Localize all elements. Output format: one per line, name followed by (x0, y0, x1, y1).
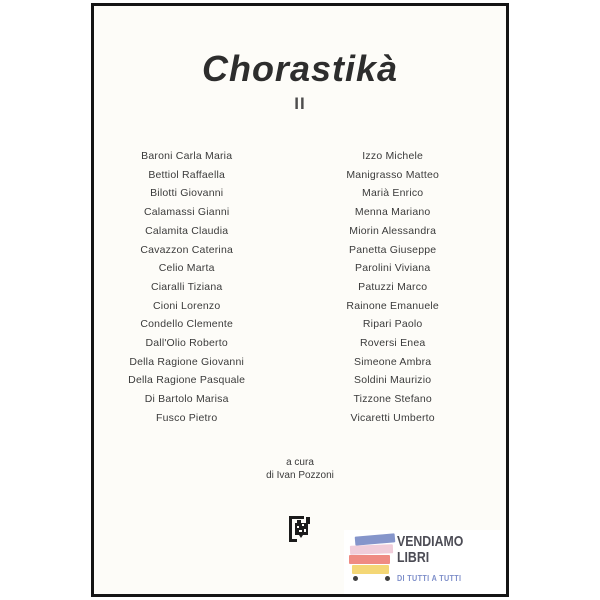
author-name: Panetta Giuseppe (349, 243, 437, 256)
author-name: Calamassi Gianni (143, 206, 230, 219)
editor-credit (94, 456, 506, 482)
author-name: Roversi Enea (359, 337, 426, 350)
author-name: Calamita Claudia (145, 224, 229, 237)
cart-book-pink (350, 544, 393, 554)
author-name: Baroni Carla Maria (141, 150, 233, 162)
vendor-watermark (344, 530, 506, 594)
author-name: Tizzone Stefano (353, 393, 432, 406)
author-name: Condello Clemente (140, 318, 234, 331)
authors-column-left (94, 147, 279, 428)
author-name: Parolini Viviana (354, 262, 431, 275)
author-name: Miorin Alessandra (349, 224, 437, 237)
author-name: Della Ragione Giovanni (129, 355, 245, 368)
vendor-name-line1: VENDIAMO (397, 533, 464, 550)
book-cart-icon (344, 530, 398, 586)
book-volume-number: II (294, 94, 306, 113)
authors-list (94, 147, 506, 428)
cart-wheel-left (353, 576, 358, 581)
author-name: Manigrasso Matteo (346, 168, 440, 181)
author-name: Di Bartolo Marisa (144, 393, 229, 406)
publisher-emblem-icon (289, 515, 312, 544)
author-name: Ripari Paolo (362, 318, 423, 331)
author-name: Simeone Ambra (354, 355, 432, 368)
book-cover (91, 3, 509, 597)
book-title: Chorastikà (201, 48, 399, 89)
author-name: Soldini Maurizio (354, 374, 432, 387)
editor-credit-line2: di Ivan Pozzoni (266, 470, 334, 481)
author-name: Vicaretti Umberto (350, 411, 435, 424)
vendor-tagline: DI TUTTI A TUTTI (397, 574, 462, 583)
vendor-name-line2: LIBRI (397, 548, 430, 566)
author-name: Marià Enrico (362, 187, 424, 200)
cart-book-yellow (352, 565, 389, 574)
author-name: Menna Mariano (354, 206, 431, 219)
author-name: Dall'Olio Roberto (145, 337, 228, 350)
author-name: Izzo Michele (362, 150, 424, 162)
author-name: Cioni Lorenzo (153, 299, 221, 312)
author-name: Fusco Pietro (156, 411, 218, 424)
editor-credit-line1: a cura (286, 457, 314, 468)
cart-book-red (349, 555, 390, 564)
author-name: Rainone Emanuele (346, 299, 439, 312)
author-name: Della Ragione Pasquale (128, 374, 246, 387)
cart-wheel-right (385, 576, 390, 581)
author-name: Bettiol Raffaella (148, 168, 226, 181)
author-name: Patuzzi Marco (358, 280, 428, 293)
author-name: Cavazzon Caterina (140, 243, 234, 256)
author-name: Ciaralli Tiziana (150, 280, 223, 293)
author-name: Celio Marta (158, 262, 215, 275)
authors-column-right (279, 147, 506, 428)
author-name: Bilotti Giovanni (150, 187, 224, 200)
